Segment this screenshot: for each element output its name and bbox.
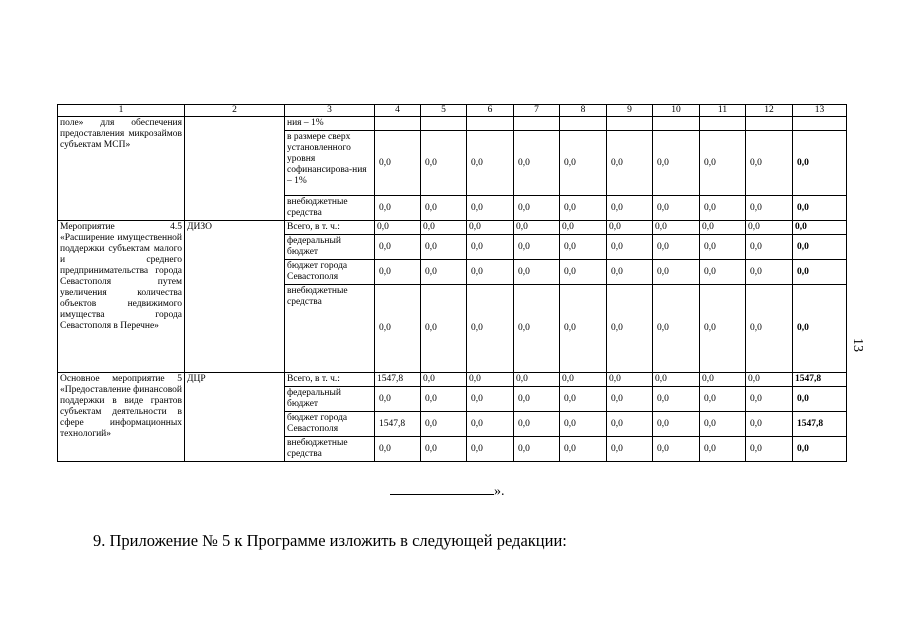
value-cell: 0,0 <box>421 387 467 412</box>
value-cell: 1547,8 <box>375 412 421 437</box>
value-cell <box>467 117 514 131</box>
value-cell: 0,0 <box>421 131 467 196</box>
value-cell: 0,0 <box>560 437 607 462</box>
value-cell: 0,0 <box>746 437 793 462</box>
value-cell: 0,0 <box>607 285 653 373</box>
value-cell: 0,0 <box>700 387 746 412</box>
value-cell: 0,0 <box>653 437 700 462</box>
header-cell: 7 <box>514 105 560 117</box>
value-cell: 0,0 <box>375 260 421 285</box>
funding-source-cell: внебюджетные средства <box>285 285 375 373</box>
value-cell: 0,0 <box>467 235 514 260</box>
header-row <box>58 105 847 117</box>
value-cell: 0,0 <box>375 131 421 196</box>
value-cell: 0,0 <box>793 131 847 196</box>
value-cell: 0,0 <box>746 196 793 221</box>
value-cell: 0,0 <box>700 412 746 437</box>
signature-underline <box>390 483 494 495</box>
header-cell: 4 <box>375 105 421 117</box>
value-cell: 0,0 <box>700 131 746 196</box>
value-cell: 0,0 <box>793 387 847 412</box>
value-cell: 0,0 <box>467 260 514 285</box>
executor-cell: ДЦР <box>185 373 285 462</box>
value-cell: 0,0 <box>653 235 700 260</box>
funding-source-cell: федеральный бюджет <box>285 235 375 260</box>
header-cell: 2 <box>185 105 285 117</box>
funding-source-cell: внебюджетные средства <box>285 437 375 462</box>
program-table <box>57 104 847 462</box>
value-cell: 0,0 <box>607 412 653 437</box>
header-cell: 8 <box>560 105 607 117</box>
value-cell: 0,0 <box>421 260 467 285</box>
value-cell: 0,0 <box>560 285 607 373</box>
value-cell: 1547,8 <box>793 412 847 437</box>
header-cell: 3 <box>285 105 375 117</box>
value-cell: 0,0 <box>514 373 560 387</box>
value-cell: 0,0 <box>746 131 793 196</box>
value-cell: 0,0 <box>560 260 607 285</box>
value-cell: 0,0 <box>607 373 653 387</box>
value-cell: 0,0 <box>514 260 560 285</box>
value-cell: 0,0 <box>746 412 793 437</box>
value-cell: 0,0 <box>421 285 467 373</box>
value-cell: 0,0 <box>467 196 514 221</box>
value-cell: 0,0 <box>514 387 560 412</box>
value-cell: 0,0 <box>560 373 607 387</box>
header-cell: 5 <box>421 105 467 117</box>
value-cell: 0,0 <box>375 221 421 235</box>
value-cell: 0,0 <box>421 235 467 260</box>
activity-name-cell: Основное мероприятие 5 «Предоставление финансовой поддержки в виде грантов субъектам деятельности в сфере информационных технологий» <box>58 373 185 462</box>
value-cell: 0,0 <box>467 373 514 387</box>
closing-quote: ». <box>494 484 505 499</box>
funding-source-cell: Всего, в т. ч.: <box>285 373 375 387</box>
header-cell: 10 <box>653 105 700 117</box>
value-cell <box>560 117 607 131</box>
value-cell: 0,0 <box>700 221 746 235</box>
value-cell: 0,0 <box>467 221 514 235</box>
value-cell: 0,0 <box>560 196 607 221</box>
value-cell: 0,0 <box>467 387 514 412</box>
value-cell: 0,0 <box>560 235 607 260</box>
value-cell: 0,0 <box>793 235 847 260</box>
value-cell: 0,0 <box>421 412 467 437</box>
value-cell: 0,0 <box>514 412 560 437</box>
value-cell: 0,0 <box>700 235 746 260</box>
executor-cell: ДИЗО <box>185 221 285 373</box>
closing-mark-line <box>390 483 505 500</box>
value-cell: 0,0 <box>375 387 421 412</box>
value-cell: 0,0 <box>700 260 746 285</box>
executor-cell <box>185 117 285 221</box>
value-cell: 0,0 <box>467 285 514 373</box>
value-cell: 0,0 <box>467 437 514 462</box>
value-cell: 0,0 <box>700 285 746 373</box>
value-cell: 0,0 <box>746 235 793 260</box>
value-cell: 0,0 <box>560 387 607 412</box>
paragraph-9: 9. Приложение № 5 к Программе изложить в следующей редакции: <box>93 531 567 550</box>
value-cell: 0,0 <box>793 221 847 235</box>
value-cell: 0,0 <box>514 285 560 373</box>
value-cell <box>421 117 467 131</box>
funding-source-cell: внебюджетные средства <box>285 196 375 221</box>
value-cell: 0,0 <box>746 285 793 373</box>
value-cell: 0,0 <box>421 196 467 221</box>
value-cell: 0,0 <box>560 221 607 235</box>
value-cell: 1547,8 <box>375 373 421 387</box>
value-cell: 0,0 <box>700 196 746 221</box>
value-cell: 0,0 <box>421 221 467 235</box>
header-cell: 13 <box>793 105 847 117</box>
funding-source-cell: ния – 1% <box>285 117 375 131</box>
value-cell <box>514 117 560 131</box>
value-cell: 0,0 <box>700 373 746 387</box>
funding-source-cell: бюджет города Севастополя <box>285 412 375 437</box>
header-cell: 1 <box>58 105 185 117</box>
header-cell: 12 <box>746 105 793 117</box>
value-cell: 0,0 <box>607 387 653 412</box>
value-cell: 0,0 <box>653 412 700 437</box>
value-cell: 0,0 <box>653 373 700 387</box>
table-row <box>58 117 847 131</box>
value-cell: 0,0 <box>607 235 653 260</box>
funding-source-cell: Всего, в т. ч.: <box>285 221 375 235</box>
value-cell: 0,0 <box>746 373 793 387</box>
activity-name-cell: Мероприятие 4.5 «Расширение имущественной поддержки субъектам малого и среднего предпринимательства города Севастополя путем увеличения количества объектов недвижимого имущества города Севастополя в Перечне» <box>58 221 185 373</box>
header-cell: 6 <box>467 105 514 117</box>
value-cell: 0,0 <box>607 221 653 235</box>
value-cell: 0,0 <box>653 260 700 285</box>
value-cell: 0,0 <box>375 235 421 260</box>
value-cell: 0,0 <box>700 437 746 462</box>
value-cell <box>700 117 746 131</box>
funding-source-cell: бюджет города Севастополя <box>285 260 375 285</box>
value-cell: 0,0 <box>560 412 607 437</box>
header-cell: 11 <box>700 105 746 117</box>
value-cell: 1547,8 <box>793 373 847 387</box>
value-cell: 0,0 <box>793 437 847 462</box>
value-cell: 0,0 <box>607 260 653 285</box>
value-cell <box>746 117 793 131</box>
activity-name-cell: поле» для обеспечения предоставления микрозаймов субъектам МСП» <box>58 117 185 221</box>
value-cell: 0,0 <box>375 196 421 221</box>
table-row <box>58 221 847 235</box>
value-cell <box>653 117 700 131</box>
value-cell: 0,0 <box>607 437 653 462</box>
funding-source-cell: федеральный бюджет <box>285 387 375 412</box>
value-cell: 0,0 <box>793 260 847 285</box>
value-cell: 0,0 <box>421 373 467 387</box>
value-cell: 0,0 <box>560 131 607 196</box>
value-cell: 0,0 <box>514 235 560 260</box>
table-row <box>58 373 847 387</box>
value-cell: 0,0 <box>653 387 700 412</box>
value-cell: 0,0 <box>467 412 514 437</box>
value-cell: 0,0 <box>467 131 514 196</box>
value-cell: 0,0 <box>746 221 793 235</box>
header-cell: 9 <box>607 105 653 117</box>
value-cell <box>607 117 653 131</box>
value-cell: 0,0 <box>421 437 467 462</box>
value-cell: 0,0 <box>514 221 560 235</box>
value-cell: 0,0 <box>653 196 700 221</box>
value-cell: 0,0 <box>746 260 793 285</box>
value-cell: 0,0 <box>514 437 560 462</box>
value-cell: 0,0 <box>375 285 421 373</box>
funding-source-cell: в размере сверх установленного уровня софинансирова-ния – 1% <box>285 131 375 196</box>
value-cell <box>793 117 847 131</box>
value-cell: 0,0 <box>793 285 847 373</box>
value-cell <box>375 117 421 131</box>
value-cell: 0,0 <box>653 221 700 235</box>
value-cell: 0,0 <box>793 196 847 221</box>
value-cell: 0,0 <box>607 131 653 196</box>
page-number: 13 <box>850 338 865 352</box>
value-cell: 0,0 <box>607 196 653 221</box>
value-cell: 0,0 <box>746 387 793 412</box>
value-cell: 0,0 <box>653 131 700 196</box>
value-cell: 0,0 <box>514 196 560 221</box>
value-cell: 0,0 <box>653 285 700 373</box>
value-cell: 0,0 <box>375 437 421 462</box>
value-cell: 0,0 <box>514 131 560 196</box>
